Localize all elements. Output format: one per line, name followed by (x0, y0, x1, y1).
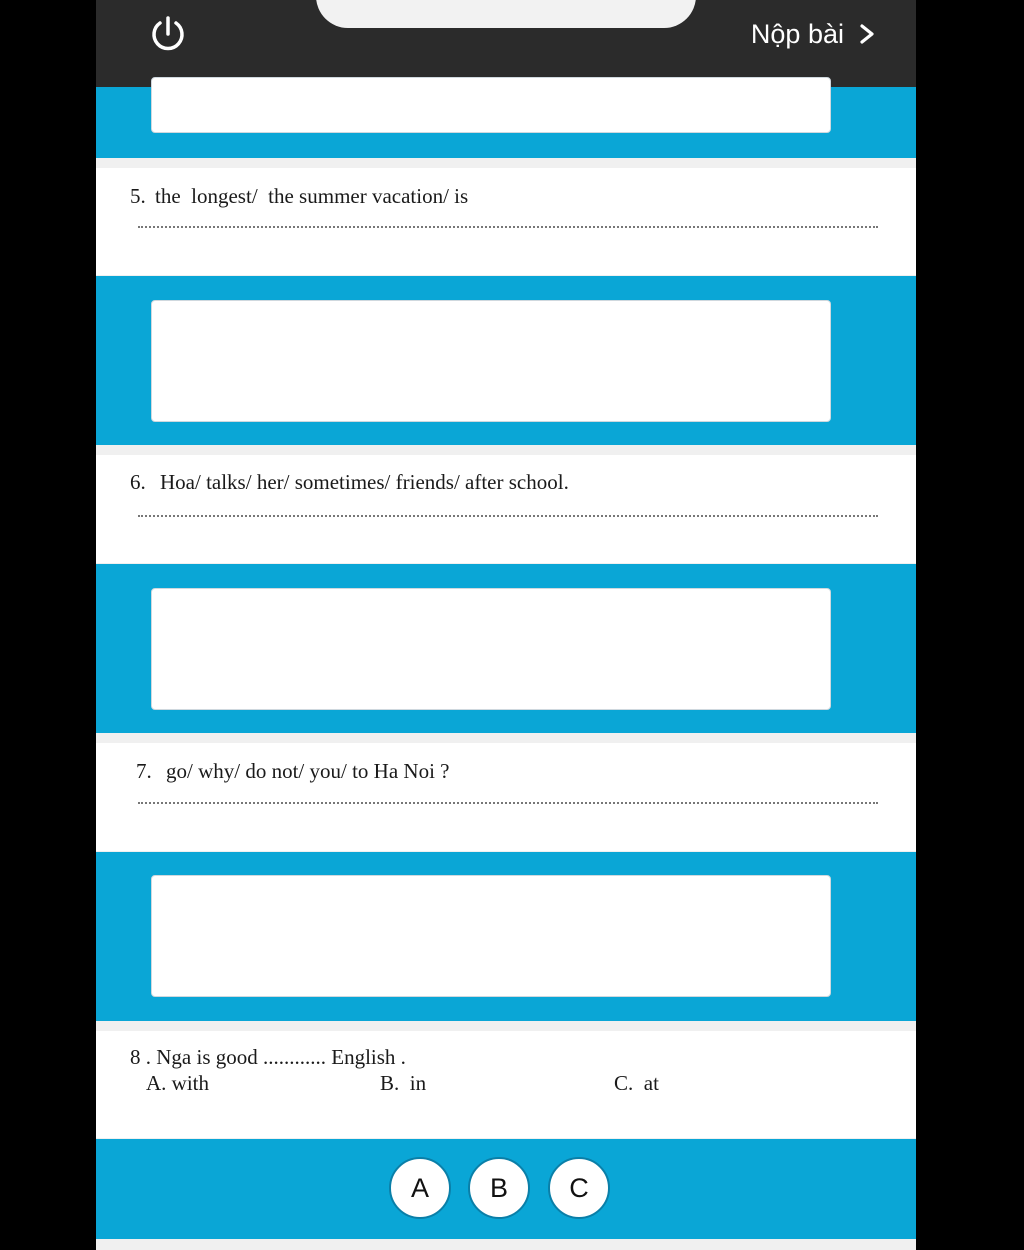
power-icon (148, 14, 188, 54)
answer-input-6[interactable] (151, 588, 831, 710)
option-c-text: C. at (614, 1071, 659, 1095)
answer-panel-4 (96, 87, 916, 158)
question-card-7 (96, 743, 916, 851)
option-a-text: A. with (146, 1071, 209, 1095)
top-bar (96, 0, 916, 87)
answer-panel-5 (96, 276, 916, 445)
question-card-5 (96, 168, 916, 275)
chevron-right-icon (858, 23, 876, 45)
answer-input-4[interactable] (151, 77, 831, 133)
submit-label: Nộp bài (750, 18, 844, 49)
question-card-6 (96, 455, 916, 563)
question-number: 7. (136, 759, 152, 783)
choice-b-button[interactable]: B (468, 1157, 530, 1219)
option-b-text: B. in (380, 1071, 427, 1095)
question-text: the longest/ the summer vacation/ is (155, 184, 469, 208)
answer-input-7[interactable] (151, 875, 831, 997)
dotted-line (138, 226, 878, 228)
choice-a-button[interactable]: A (389, 1157, 451, 1219)
dotted-line (138, 802, 878, 804)
notch-banner (316, 0, 696, 28)
question-number: 5. (130, 184, 146, 208)
answer-panel-7 (96, 852, 916, 1021)
answer-input-5[interactable] (151, 300, 831, 422)
answer-panel-8 (96, 1139, 916, 1239)
power-button[interactable] (148, 14, 188, 54)
question-text: 8 . Nga is good ............ English . (130, 1045, 406, 1069)
quiz-screen (96, 0, 916, 1250)
question-text: go/ why/ do not/ you/ to Ha Noi ? (166, 759, 450, 783)
answer-panel-6 (96, 564, 916, 733)
question-text: Hoa/ talks/ her/ sometimes/ friends/ after school. (160, 470, 569, 494)
question-card-8 (96, 1031, 916, 1138)
question-number: 6. (130, 470, 146, 494)
choice-c-button[interactable]: C (548, 1157, 610, 1219)
dotted-line (138, 515, 878, 517)
submit-button[interactable] (751, 14, 876, 54)
